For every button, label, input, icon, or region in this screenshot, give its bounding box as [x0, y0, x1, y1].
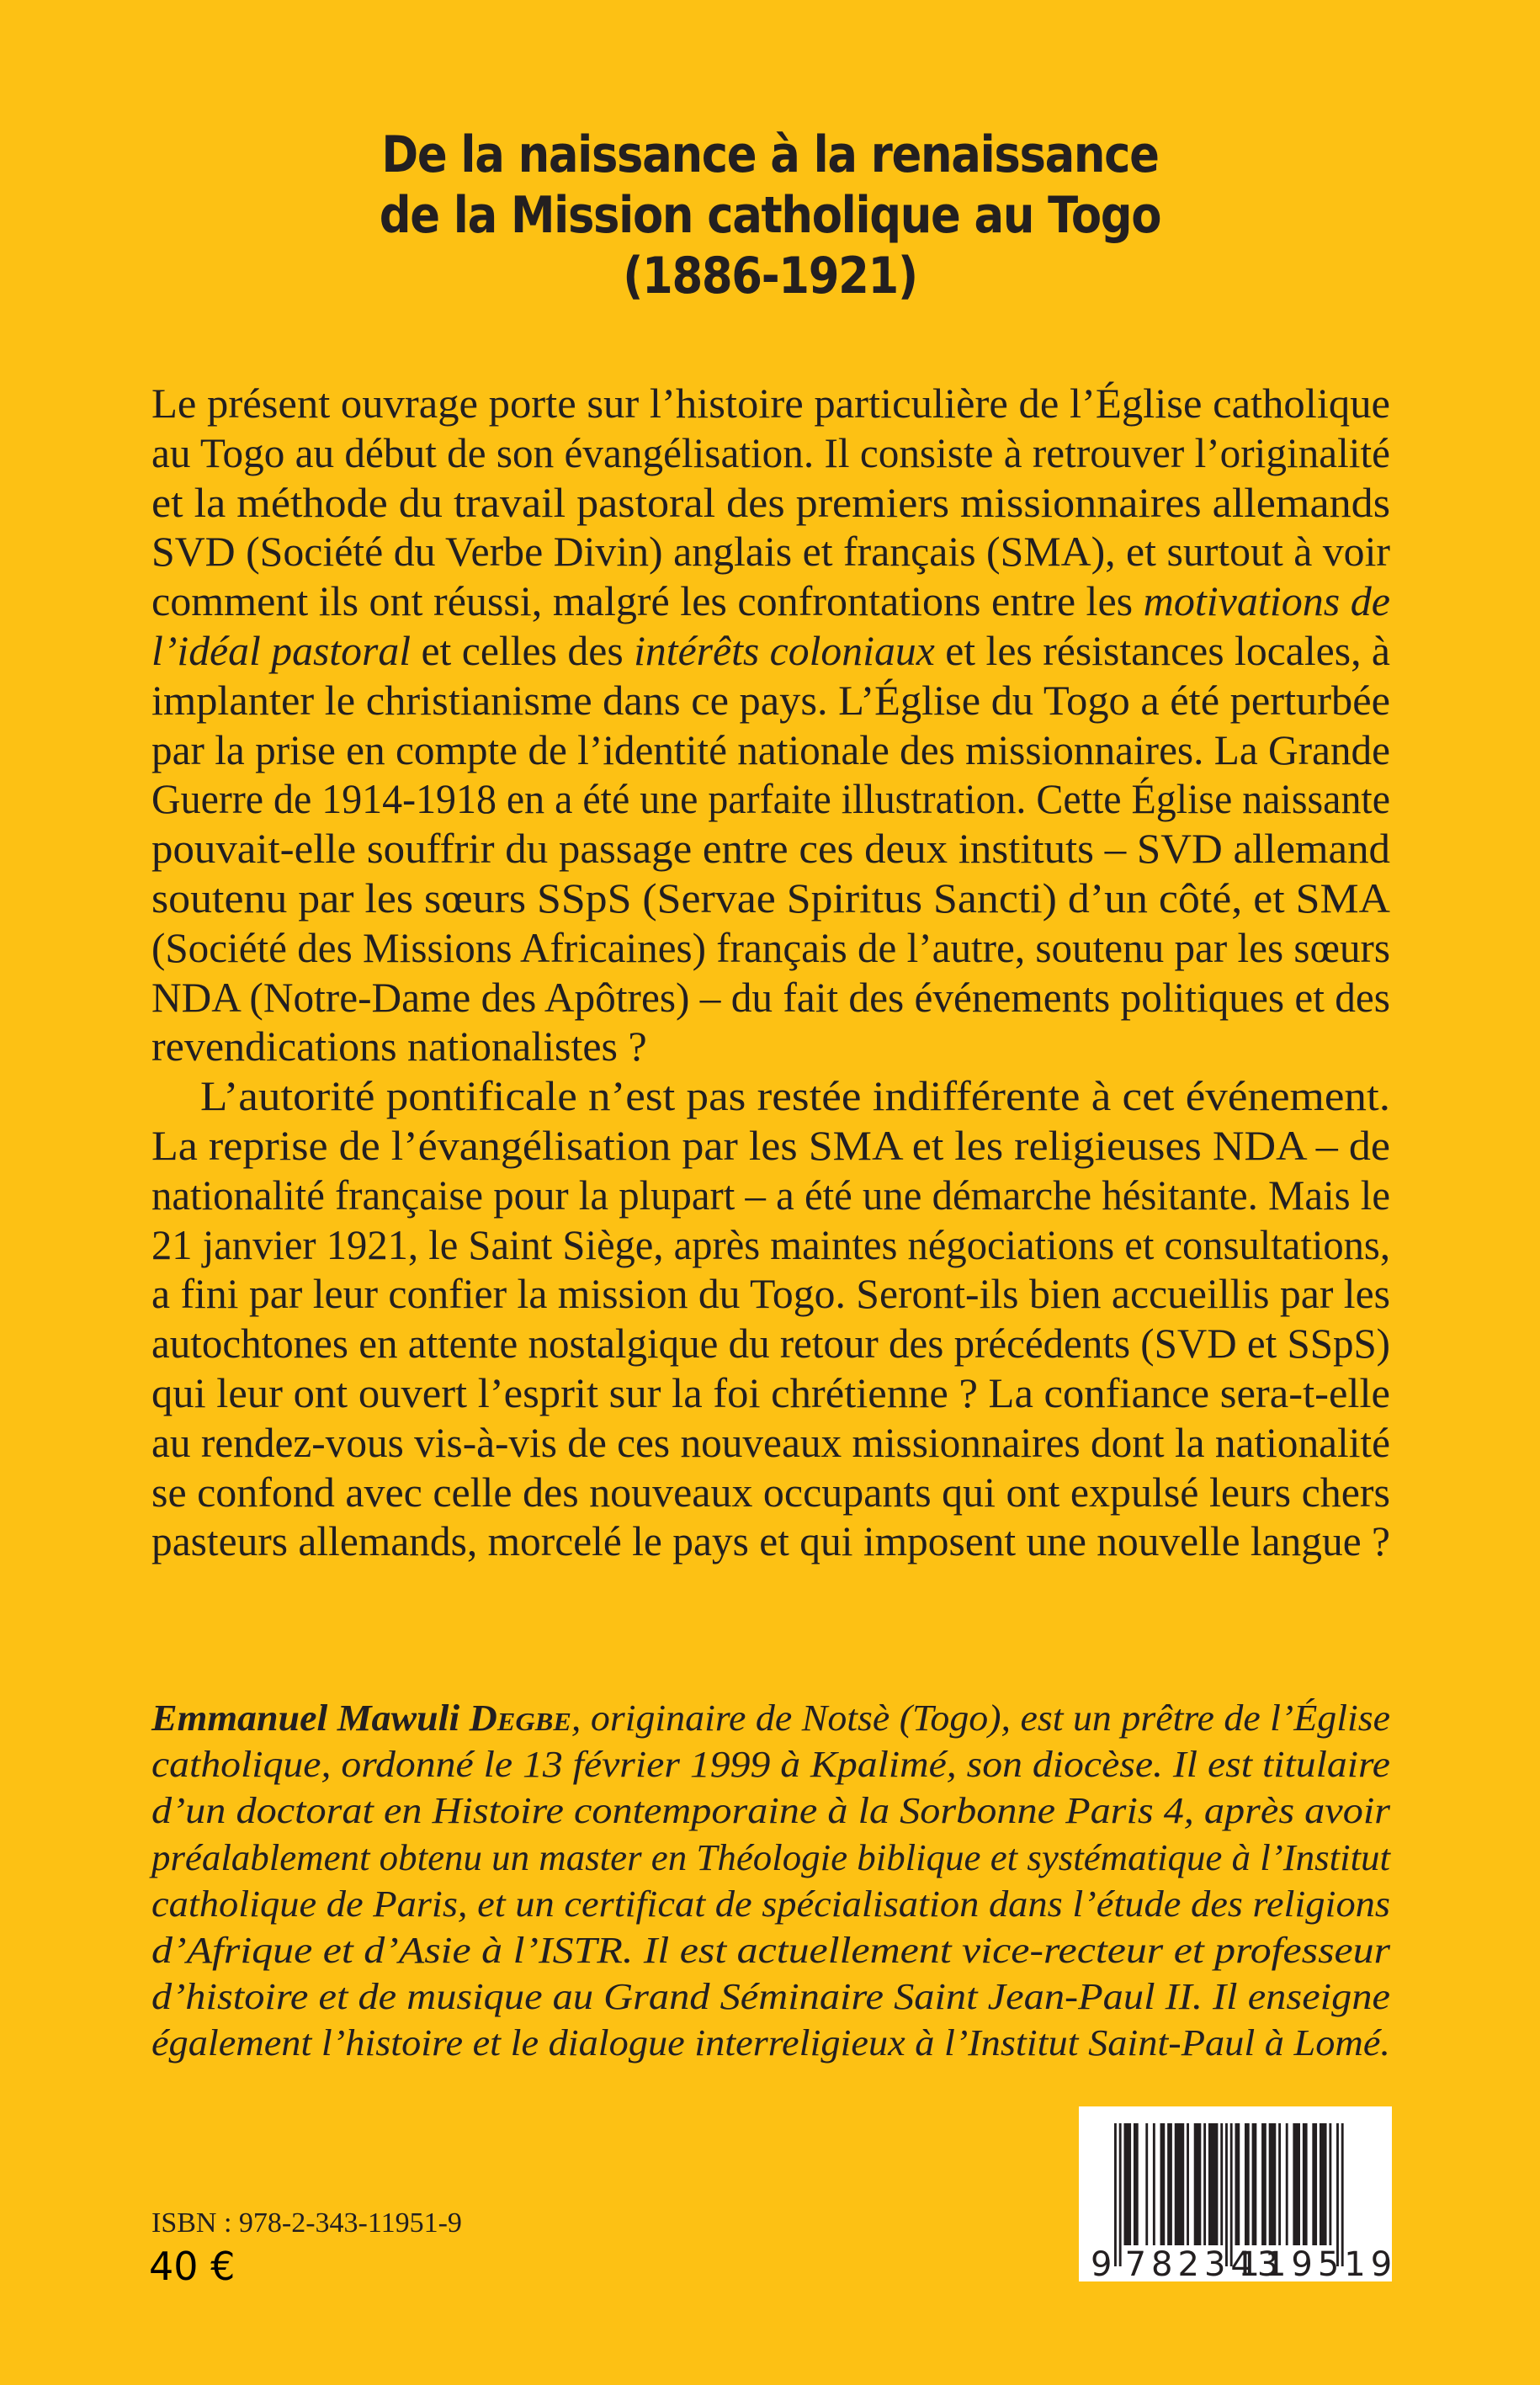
bio-line: [151, 1787, 1390, 1834]
summary-text: La reprise de l’évangélisation par les SMA et les religieuses NDA – de: [151, 1121, 1390, 1169]
summary-line: [151, 774, 1390, 824]
summary-line: [151, 1468, 1390, 1517]
bio-text: catholique, ordonné le 13 février 1999 à Kpalimé, son diocèse. Il est titulaire: [151, 1744, 1390, 1786]
book-summary: [151, 379, 1390, 1566]
summary-line: [151, 1517, 1390, 1566]
summary-line: [151, 1418, 1390, 1468]
isbn-label: ISBN : 978-2-343-11951-9: [151, 2207, 462, 2239]
bio-text: également l’histoire et le dialogue interreligieux à l’Institut Saint-Paul à Lomé.: [151, 2022, 1391, 2064]
summary-text: par la prise en compte de l’identité nationale des missionnaires. La Grande: [151, 725, 1390, 773]
bio-line: [151, 1927, 1390, 1973]
summary-line: [151, 1220, 1390, 1270]
author-surname: Degbe: [469, 1697, 571, 1739]
price-label: 40 €: [149, 2244, 236, 2289]
summary-text: autochtones en attente nostalgique du retour des précédents (SVD et SSpS): [151, 1320, 1390, 1368]
summary-line: [151, 1171, 1390, 1220]
bio-text: préalablement obtenu un master en Théologie biblique et systématique à l’Institut: [151, 1836, 1390, 1878]
summary-text: et celles des: [411, 626, 635, 674]
bio-text: catholique de Paris, et un certificat de spécialisation dans l’étude des religions: [151, 1883, 1390, 1925]
summary-line: [151, 923, 1390, 973]
bio-line: [151, 1695, 1390, 1741]
summary-line: [151, 576, 1390, 626]
summary-line: [151, 676, 1390, 725]
summary-line: [151, 973, 1390, 1023]
bio-text: , originaire de Notsè (Togo), est un prêtre de l’Église: [571, 1697, 1390, 1739]
summary-text: qui leur ont ouvert l’esprit sur la foi chrétienne ? La confiance sera-t-elle: [151, 1368, 1390, 1416]
author-name: Emmanuel Mawuli: [151, 1697, 470, 1739]
summary-line: [151, 824, 1390, 874]
summary-line: [151, 428, 1390, 478]
summary-line: [151, 379, 1390, 428]
summary-line: [151, 626, 1390, 676]
bio-line: [151, 2020, 1390, 2066]
summary-text: revendications nationalistes ?: [151, 1023, 647, 1070]
bio-line: [151, 1835, 1390, 1881]
summary-text: nationalité française pour la plupart – a été une démarche hésitante. Mais le: [151, 1171, 1390, 1219]
title-line-2: de la Mission catholique au Togo: [379, 186, 1161, 245]
title-line-1: De la naissance à la renaissance: [381, 125, 1159, 184]
bio-line: [151, 1973, 1390, 2020]
summary-line: [151, 527, 1390, 576]
summary-text: soutenu par les sœurs SSpS (Servae Spiritus Sancti) d’un côté, et SMA: [151, 874, 1391, 922]
summary-line: [151, 1121, 1390, 1171]
summary-text: et la méthode du travail pastoral des premiers missionnaires allemands: [151, 478, 1390, 526]
summary-line: [151, 1368, 1390, 1418]
summary-text: Guerre de 1914-1918 en a été une parfaite illustration. Cette Église naissante: [151, 775, 1390, 823]
bio-text: d’Afrique et d’Asie à l’ISTR. Il est actuellement vice-recteur et professeur: [151, 1930, 1390, 1972]
summary-line: [151, 874, 1390, 923]
summary-line: [151, 478, 1390, 528]
bio-text: d’histoire et de musique au Grand Séminaire Saint Jean-Paul II. Il enseigne: [151, 1976, 1390, 2018]
emphasis-text: intérêts coloniaux: [634, 626, 935, 674]
summary-text: L’autorité pontificale n’est pas restée indifférente à cet événement.: [200, 1072, 1390, 1120]
summary-text: 21 janvier 1921, le Saint Siège, après maintes négociations et consultations,: [151, 1220, 1390, 1268]
summary-text: au rendez-vous vis-à-vis de ces nouveaux missionnaires dont la nationalité: [151, 1418, 1390, 1466]
summary-text: NDA (Notre-Dame des Apôtres) – du fait des événements politiques et des: [151, 973, 1390, 1021]
summary-line: [151, 1319, 1390, 1368]
bio-line: [151, 1741, 1390, 1787]
barcode-digits-left: 782343: [1124, 2245, 1284, 2284]
emphasis-text: motivations de: [1143, 577, 1390, 625]
summary-text: pouvait-elle souffrir du passage entre ces deux instituts – SVD allemand: [151, 825, 1390, 873]
barcode-digits-right: 119519: [1238, 2245, 1398, 2284]
title-line-3: (1886-1921): [623, 247, 917, 305]
summary-text: comment ils ont réussi, malgré les confrontations entre les: [151, 577, 1144, 625]
summary-text: a fini par leur confier la mission du Togo. Seront-ils bien accueillis par les: [151, 1270, 1390, 1318]
summary-line: [151, 1269, 1390, 1319]
summary-text: et les résistances locales, à: [934, 626, 1390, 674]
book-title: [93, 125, 1447, 306]
summary-text: SVD (Société du Verbe Divin) anglais et français (SMA), et surtout à voir: [151, 528, 1390, 576]
isbn-barcode: [1079, 2106, 1398, 2284]
summary-text: Le présent ouvrage porte sur l’histoire particulière de l’Église catholique: [151, 380, 1390, 427]
summary-line: [151, 725, 1390, 775]
summary-paragraph: [151, 379, 1390, 1071]
bio-line: [151, 1881, 1390, 1927]
summary-text: se confond avec celle des nouveaux occupants qui ont expulsé leurs chers: [151, 1468, 1390, 1516]
bio-text: d’un doctorat en Histoire contemporaine à la Sorbonne Paris 4, après avoir: [151, 1790, 1390, 1832]
summary-paragraph: [151, 1071, 1390, 1566]
summary-text: (Société des Missions Africaines) français de l’autre, soutenu par les sœurs: [151, 923, 1390, 971]
summary-line: [151, 1022, 1390, 1071]
barcode-digit-lead: 9: [1091, 2245, 1113, 2284]
summary-line: [151, 1071, 1390, 1121]
emphasis-text: l’idéal pastoral: [151, 626, 412, 674]
summary-text: au Togo au début de son évangélisation. Il consiste à retrouver l’originalité: [151, 428, 1390, 476]
summary-text: implanter le christianisme dans ce pays. L’Église du Togo a été perturbée: [151, 676, 1391, 724]
author-bio: [151, 1695, 1390, 2067]
summary-text: pasteurs allemands, morcelé le pays et qui imposent une nouvelle langue ?: [151, 1517, 1390, 1565]
